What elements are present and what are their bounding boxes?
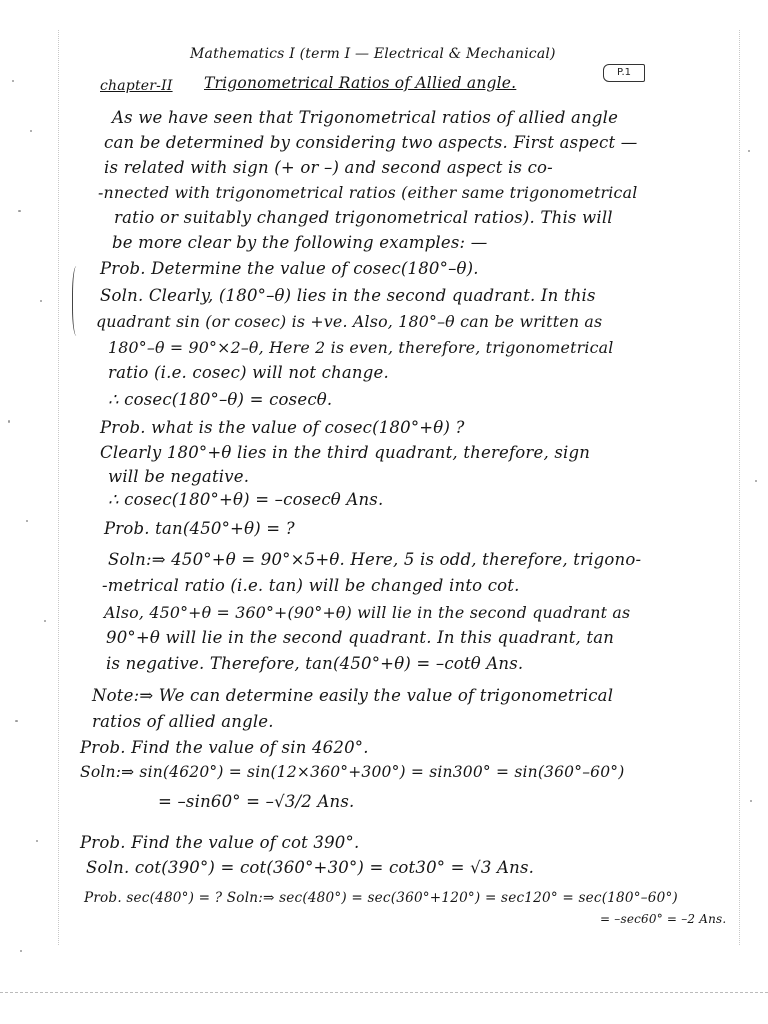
margin-bracket [72, 266, 83, 336]
problem-line: Prob. Determine the value of cosec(180°–θ). [100, 259, 479, 278]
page-edge-line [0, 992, 768, 993]
problem-line: Prob. what is the value of cosec(180°+θ) ? [100, 418, 465, 437]
solution-line: Soln. cot(390°) = cot(360°+30°) = cot30° = √3 Ans. [86, 858, 535, 877]
course-header: Mathematics I (term I — Electrical & Mechanical) [190, 46, 556, 62]
solution-line: Soln:⇒ 450°+θ = 90°×5+θ. Here, 5 is odd, therefore, trigono- [108, 550, 642, 569]
result-line: ∴ cosec(180°+θ) = –cosecθ Ans. [108, 490, 384, 509]
result-line: = –sec60° = –2 Ans. [600, 912, 727, 926]
text-line: Also, 450°+θ = 360°+(90°+θ) will lie in the second quadrant as [104, 603, 631, 622]
text-line: quadrant sin (or cosec) is +ve. Also, 180°–θ can be written as [96, 312, 603, 331]
result-line: = –sin60° = –√3/2 Ans. [158, 792, 355, 811]
solution-line: Soln:⇒ sin(4620°) = sin(12×360°+300°) = sin300° = sin(360°–60°) [80, 763, 625, 781]
text-line: Clearly 180°+θ lies in the third quadrant, therefore, sign [100, 443, 591, 462]
problem-line: Prob. Find the value of sin 4620°. [80, 738, 369, 757]
text-line: ratios of allied angle. [92, 712, 274, 731]
problem-line: Prob. tan(450°+θ) = ? [104, 519, 295, 538]
result-line: ∴ cosec(180°–θ) = cosecθ. [108, 390, 333, 409]
note-line: Note:⇒ We can determine easily the value of trigonometrical [92, 686, 614, 705]
page-number-tag: P.1 [603, 64, 645, 82]
text-line: -nnected with trigonometrical ratios (either same trigonometrical [98, 183, 638, 202]
text-line: is negative. Therefore, tan(450°+θ) = –cotθ Ans. [106, 654, 524, 673]
text-line: is related with sign (+ or –) and second aspect is co- [104, 158, 553, 177]
problem-line: Prob. sec(480°) = ? Soln:⇒ sec(480°) = sec(360°+120°) = sec120° = sec(180°–60°) [84, 890, 678, 906]
text-line: -metrical ratio (i.e. tan) will be changed into cot. [102, 576, 520, 595]
solution-line: Soln. Clearly, (180°–θ) lies in the second quadrant. In this [100, 286, 596, 305]
text-line: ratio (i.e. cosec) will not change. [108, 363, 389, 382]
problem-line: Prob. Find the value of cot 390°. [80, 833, 360, 852]
text-line: be more clear by the following examples: — [112, 233, 488, 252]
text-line: will be negative. [108, 467, 250, 486]
text-line: can be determined by considering two aspects. First aspect — [104, 133, 638, 152]
chapter-label: chapter-II [100, 78, 173, 94]
text-line: ratio or suitably changed trigonometrical ratios). This will [114, 208, 613, 227]
text-line: 180°–θ = 90°×2–θ, Here 2 is even, therefore, trigonometrical [108, 338, 614, 357]
text-line: 90°+θ will lie in the second quadrant. In this quadrant, tan [106, 628, 615, 647]
topic-title: Trigonometrical Ratios of Allied angle. [204, 74, 517, 92]
text-line: As we have seen that Trigonometrical ratios of allied angle [112, 108, 619, 127]
